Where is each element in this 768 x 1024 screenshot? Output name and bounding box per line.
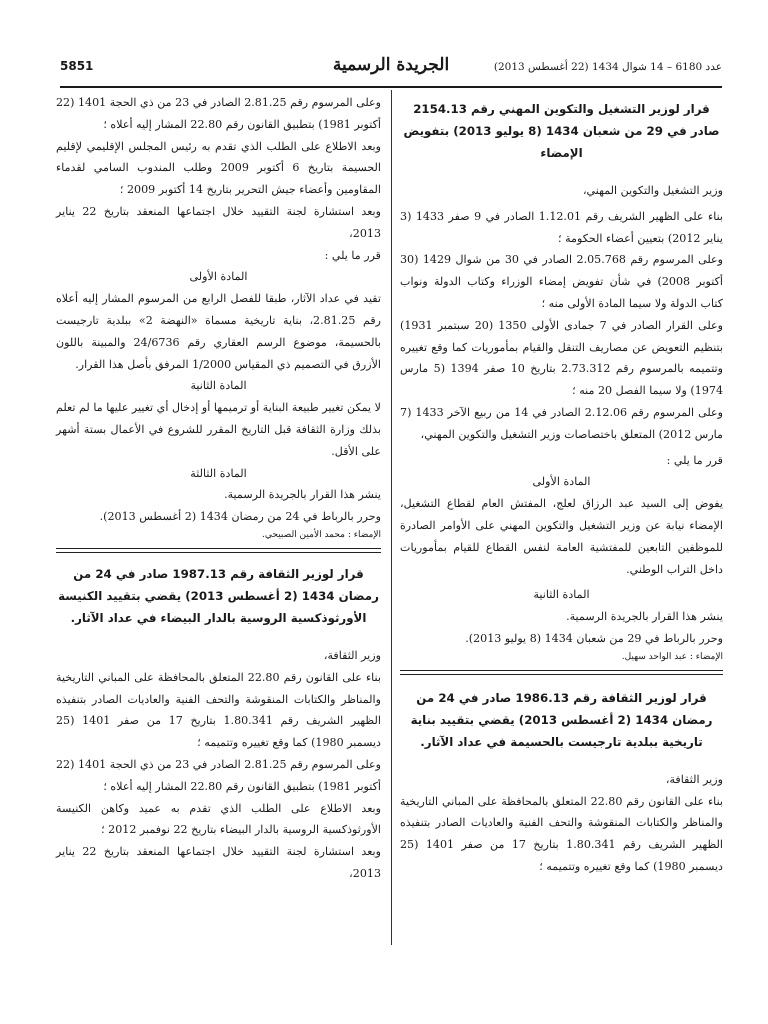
decree-2-article-3: ينشر هذا القرار بالجريدة الرسمية. (224, 488, 381, 502)
decree-3-recital-3: وبعد الاطلاع على الطلب الذي تقدم به عميد وكاهن الكنيسة الأورثوذكسية الروسية بالدار البيضاء بتاريخ 22 نوفمبر 2012 ؛ (56, 801, 381, 837)
decree-1-title-line-2: صادر في 29 من شعبان 1434 (8 يوليو 2013) بتفويض الإمضاء (403, 124, 720, 160)
decree-1-article-1-heading: المادة الأولى (532, 475, 591, 489)
decree-2-article-1-heading: المادة الأولى (189, 270, 248, 284)
decree-2-date: وحرر بالرباط في 24 من رمضان 1434 (2 أغسطس 2013). (99, 510, 381, 524)
decree-separator (56, 548, 381, 553)
decree-1-title-line-1: قرار لوزير التشغيل والتكوين المهني رقم 2154.13 (413, 102, 710, 116)
decree-2-minister: وزير الثقافة، (665, 772, 723, 786)
header-rule (60, 86, 722, 88)
decree-1-signature: الإمضاء : عبد الواحد سهيل. (621, 651, 723, 662)
decree-2-signature: الإمضاء : محمد الأمين الصبيحي. (262, 529, 381, 540)
decree-1-date: وحرر بالرباط في 29 من شعبان 1434 (8 يوليو 2013). (465, 631, 723, 645)
decree-1-recital-3: وعلى القرار الصادر في 7 جمادى الأولى 1350 (20 سبتمبر 1931) بتنظيم التعويض عن مصاريف التنقل والقيام بمأموريات كما وقع تغييره وتتميمه بالمرسوم رقم 2.73.312 بتاريخ 10 صفر 1394 (5 مارس 1974) ولا سيما الفصل 20 منه ؛ (400, 318, 724, 398)
decree-1-article-2-heading: المادة الثانية (533, 588, 590, 602)
gazette-title: الجريدة الرسمية (332, 55, 450, 75)
issue-info: عدد 6180 – 14 شوال 1434 (22 أغسطس 2013) (493, 61, 722, 73)
right-column (400, 92, 723, 878)
decree-1-article-1: يفوض إلى السيد عبد الرزاق لعلج، المفتش العام لقطاع التشغيل، الإمضاء نيابة عن وزير التشغيل والتكوين المهني على الأوامر الصادرة للموظفين التابعين للمفتشية العامة لنفس القطاع للقيام بمأموريات داخل التراب الوطني. (400, 497, 723, 576)
column-divider (391, 90, 392, 945)
decree-2-recital-3: وبعد الاطلاع على الطلب الذي تقدم به رئيس المجلس الإقليمي لإقليم الحسيمة بتاريخ 6 أكتوبر 2009 وطلب المندوب السامي لقدماء المقاومين وأعضاء جيش التحرير بتاريخ 14 أكتوبر 2009 ؛ (56, 139, 381, 197)
decree-2-article-2-heading: المادة الثانية (190, 379, 247, 393)
decree-separator (400, 670, 723, 675)
decree-1-recital-1: بناء على الظهير الشريف رقم 1.12.01 الصادر في 9 صفر 1433 (3 يناير 2012) بتعيين أعضاء الحكومة ؛ (400, 209, 724, 245)
decree-3-title: قرار لوزير الثقافة رقم 1987.13 صادر في 24 من رمضان 1434 (2 أغسطس 2013) يقضي بتقييد الكنيسة الأورثوذكسية الروسية بالدار البيضاء في عداد الآثار. (58, 566, 379, 625)
decree-2-decides: قرر ما يلي : (324, 248, 381, 262)
page-number: 5851 (60, 59, 94, 73)
decree-1-decides: قرر ما يلي : (666, 453, 723, 467)
decree-2-article-3-heading: المادة الثالثة (190, 466, 247, 480)
decree-1-article-2: ينشر هذا القرار بالجريدة الرسمية. (566, 610, 723, 624)
decree-3-recital-2: وعلى المرسوم رقم 2.81.25 الصادر في 23 من ذي الحجة 1401 (22 أكتوبر 1981) بتطبيق القانون رقم 22.80 المشار إليه أعلاه ؛ (56, 757, 381, 793)
decree-3-recital-1: بناء على القانون رقم 22.80 المتعلق بالمحافظة على المباني التاريخية والمناظر والكتابات المنقوشة والتحف الفنية والعاديات الصادر بتنفيذه الظهير الشريف رقم 1.80.341 بتاريخ 17 من صفر 1401 (25 ديسمبر 1980) كما وقع تغييره وتتميمه ؛ (56, 670, 381, 750)
decree-3-recital-4: وبعد استشارة لجنة التقييد خلال اجتماعها المنعقد بتاريخ 22 يناير 2013، (56, 845, 381, 880)
decree-1-minister: وزير التشغيل والتكوين المهني، (582, 184, 723, 197)
decree-2-title: قرار لوزير الثقافة رقم 1986.13 صادر في 24 من رمضان 1434 (2 أغسطس 2013) يقضي بتقييد بناية تاريخية ببلدية تارجيست بالحسيمة في عداد الآثار. (410, 690, 713, 749)
left-column (56, 92, 381, 885)
decree-1-recital-4: وعلى المرسوم رقم 2.12.06 الصادر في 14 من ربيع الآخر 1433 (7 مارس 2012) المتعلق باختصاصات وزير التشغيل والتكوين المهني، (400, 405, 724, 441)
decree-2-article-2: لا يمكن تغيير طبيعة البناية أو ترميمها أو إدخال أي تغيير عليها ما لم تعلم بذلك وزارة الثقافة قبل التاريخ المقرر للشروع في الأعمال بستة أشهر على الأقل. (56, 401, 381, 458)
decree-2-recital-2: وعلى المرسوم رقم 2.81.25 الصادر في 23 من ذي الحجة 1401 (22 أكتوبر 1981) بتطبيق القانون رقم 22.80 المشار إليه أعلاه ؛ (56, 96, 381, 131)
page-header (60, 55, 722, 83)
decree-3-minister: وزير الثقافة، (323, 648, 381, 662)
decree-2-article-1: تقيد في عداد الآثار، طبقا للفصل الرابع من المرسوم المشار إليه أعلاه رقم 2.81.25، بناية تاريخية مسماة «النهضة 2» ببلدية تارجيست بالحسيمة، موضوع الرسم العقاري رقم 24/6736 والمبينة باللون الأزرق في التصميم ذي المقياس 1/2000 المرفق بأصل هذا القرار. (56, 292, 381, 371)
decree-1-recital-2: وعلى المرسوم رقم 2.05.768 الصادر في 30 من شوال 1429 (30 أكتوبر 2008) في شأن تفويض إمضاء الوزراء وكتاب الدولة ونواب كتاب الدولة ولا سيما المادة الأولى منه ؛ (400, 253, 723, 310)
decree-2-recital-4: وبعد استشارة لجنة التقييد خلال اجتماعها المنعقد بتاريخ 22 يناير 2013، (56, 204, 381, 240)
decree-2-recital-1: بناء على القانون رقم 22.80 المتعلق بالمحافظة على المباني التاريخية والمناظر والكتابات المنقوشة والتحف الفنية والعاديات الصادر بتنفيذه الظهير الشريف رقم 1.80.341 بتاريخ 17 من صفر 1401 (25 ديسمبر 1980) كما وقع تغييره وتتميمه ؛ (400, 794, 724, 873)
